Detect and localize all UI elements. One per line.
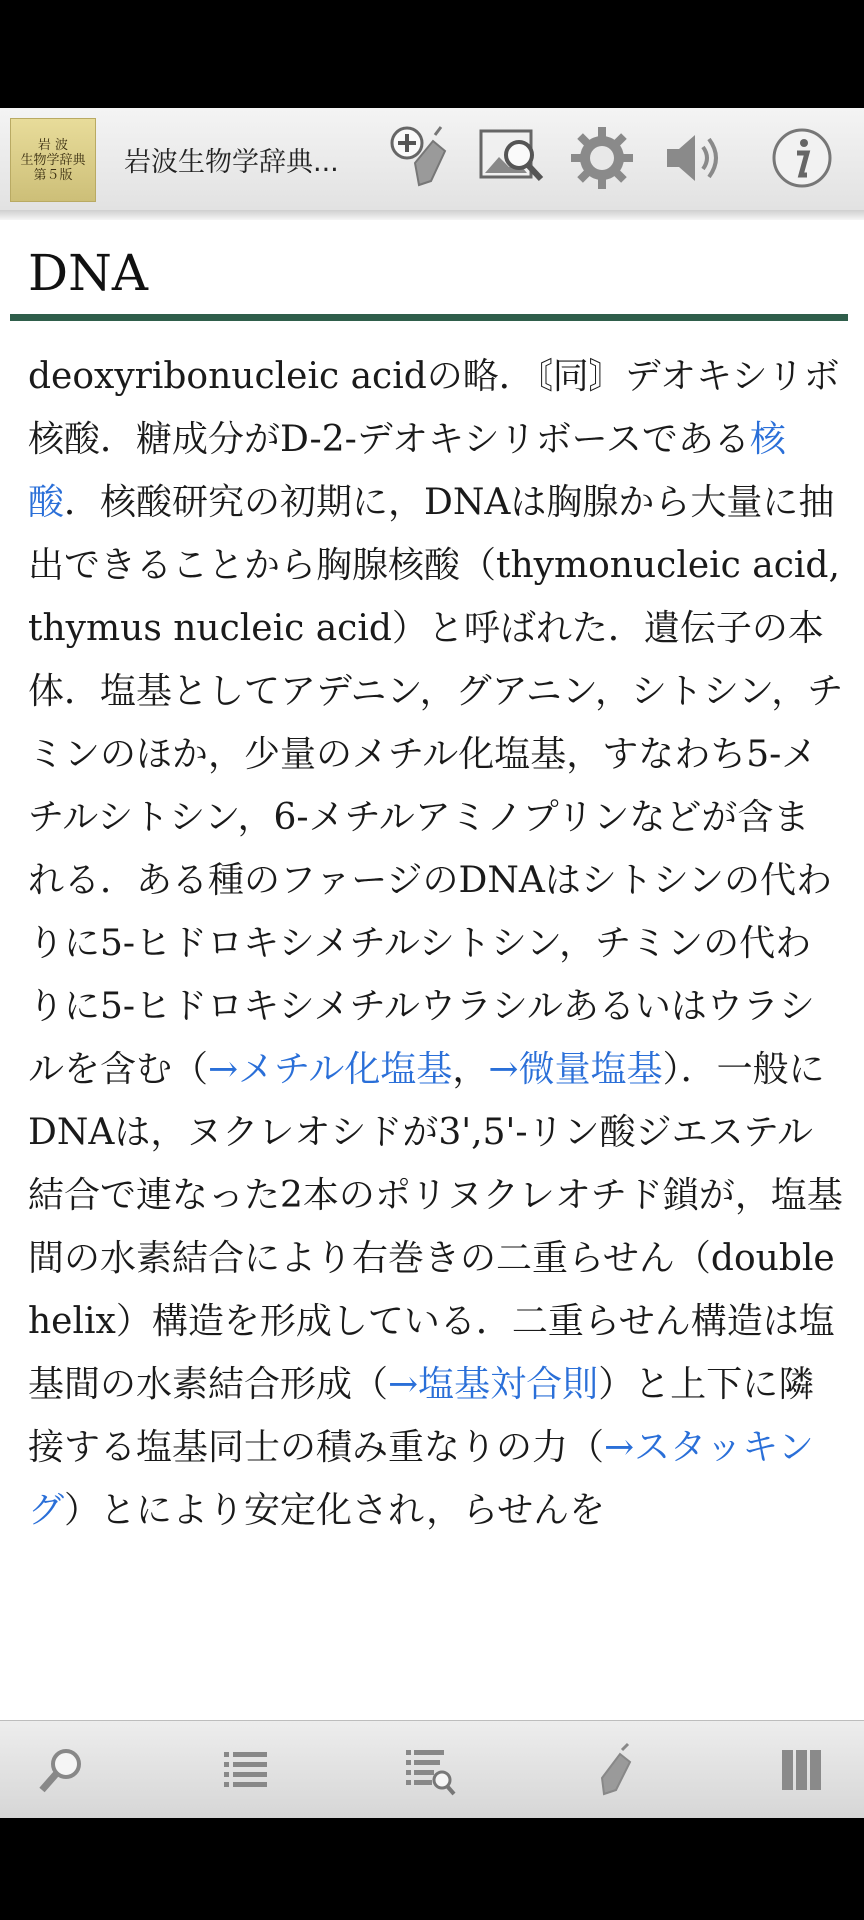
entry-text-segment: ．核酸研究の初期に，DNAは胸腺から大量に抽出できることから胸腺核酸（thymonucleic acid, thymus nucleic acid）と呼ばれた．遺伝子の本体．塩基としてアデニン，グアニン，シトシン，チミンのほか，少量のメチル化塩基，すなわち5-メチルシトシン，6-メチルアミノプリンなどが含まれる．ある種のファージのDNAはシトシンの代わりに5-ヒドロキシメチルシトシン，チミンの代わりに5-ヒドロキシメチルウラシルあるいはウラシルを含む（ [28,482,844,1090]
book-icon-line: 第５版 [33,167,73,183]
columns-icon[interactable] [772,1740,832,1800]
list-search-icon[interactable] [400,1740,460,1800]
entry-text-segment: ， [452,1049,489,1090]
bookmark-icon[interactable] [584,1740,644,1800]
book-icon-line: 岩 波 [37,137,69,153]
list-icon[interactable] [216,1740,276,1800]
status-bar [0,0,864,108]
dictionary-book-icon[interactable] [10,118,96,202]
system-navigation-bar [0,1818,864,1920]
entry-body [28,345,844,1542]
speaker-icon[interactable] [658,122,730,194]
link-stacking[interactable]: →スタッキング [28,1427,814,1531]
entry-text-segment: ）とにより安定化され，らせんを [64,1490,606,1531]
link-methylated-base[interactable]: →メチル化塩基 [208,1049,453,1090]
entry-title: DNA [28,244,148,302]
link-nucleic-acid[interactable]: 核酸 [28,419,786,523]
add-bookmark-icon[interactable] [384,122,456,194]
toolbar-shadow [0,210,864,220]
entry-text-segment: ）．一般にDNAは，ヌクレオシドが3',5'-リン酸ジエステル結合で連なった2本のポリヌクレオチド鎖が，塩基間の水素結合により右巻きの二重らせん（double helix）構造を形成している．二重らせん構造は塩基間の水素結合形成（ [28,1049,843,1405]
search-icon[interactable] [32,1740,92,1800]
entry-text-segment: deoxyribonucleic acidの略．〘同〙デオキシリボ核酸．糖成分がD-2-デオキシリボースである [28,356,840,460]
image-search-icon[interactable] [474,122,546,194]
info-icon[interactable] [766,122,838,194]
entry-text-segment: ）と上下に隣接する塩基同士の積み重なりの力（ [28,1364,815,1468]
dictionary-title[interactable]: 岩波生物学辞典... [124,147,339,178]
link-minor-base[interactable]: →微量塩基 [488,1049,663,1090]
gear-icon[interactable] [566,122,638,194]
book-icon-line: 生物学辞典 [20,152,86,168]
link-base-pairing-rule[interactable]: →塩基対合則 [388,1364,599,1405]
title-divider [10,314,848,321]
